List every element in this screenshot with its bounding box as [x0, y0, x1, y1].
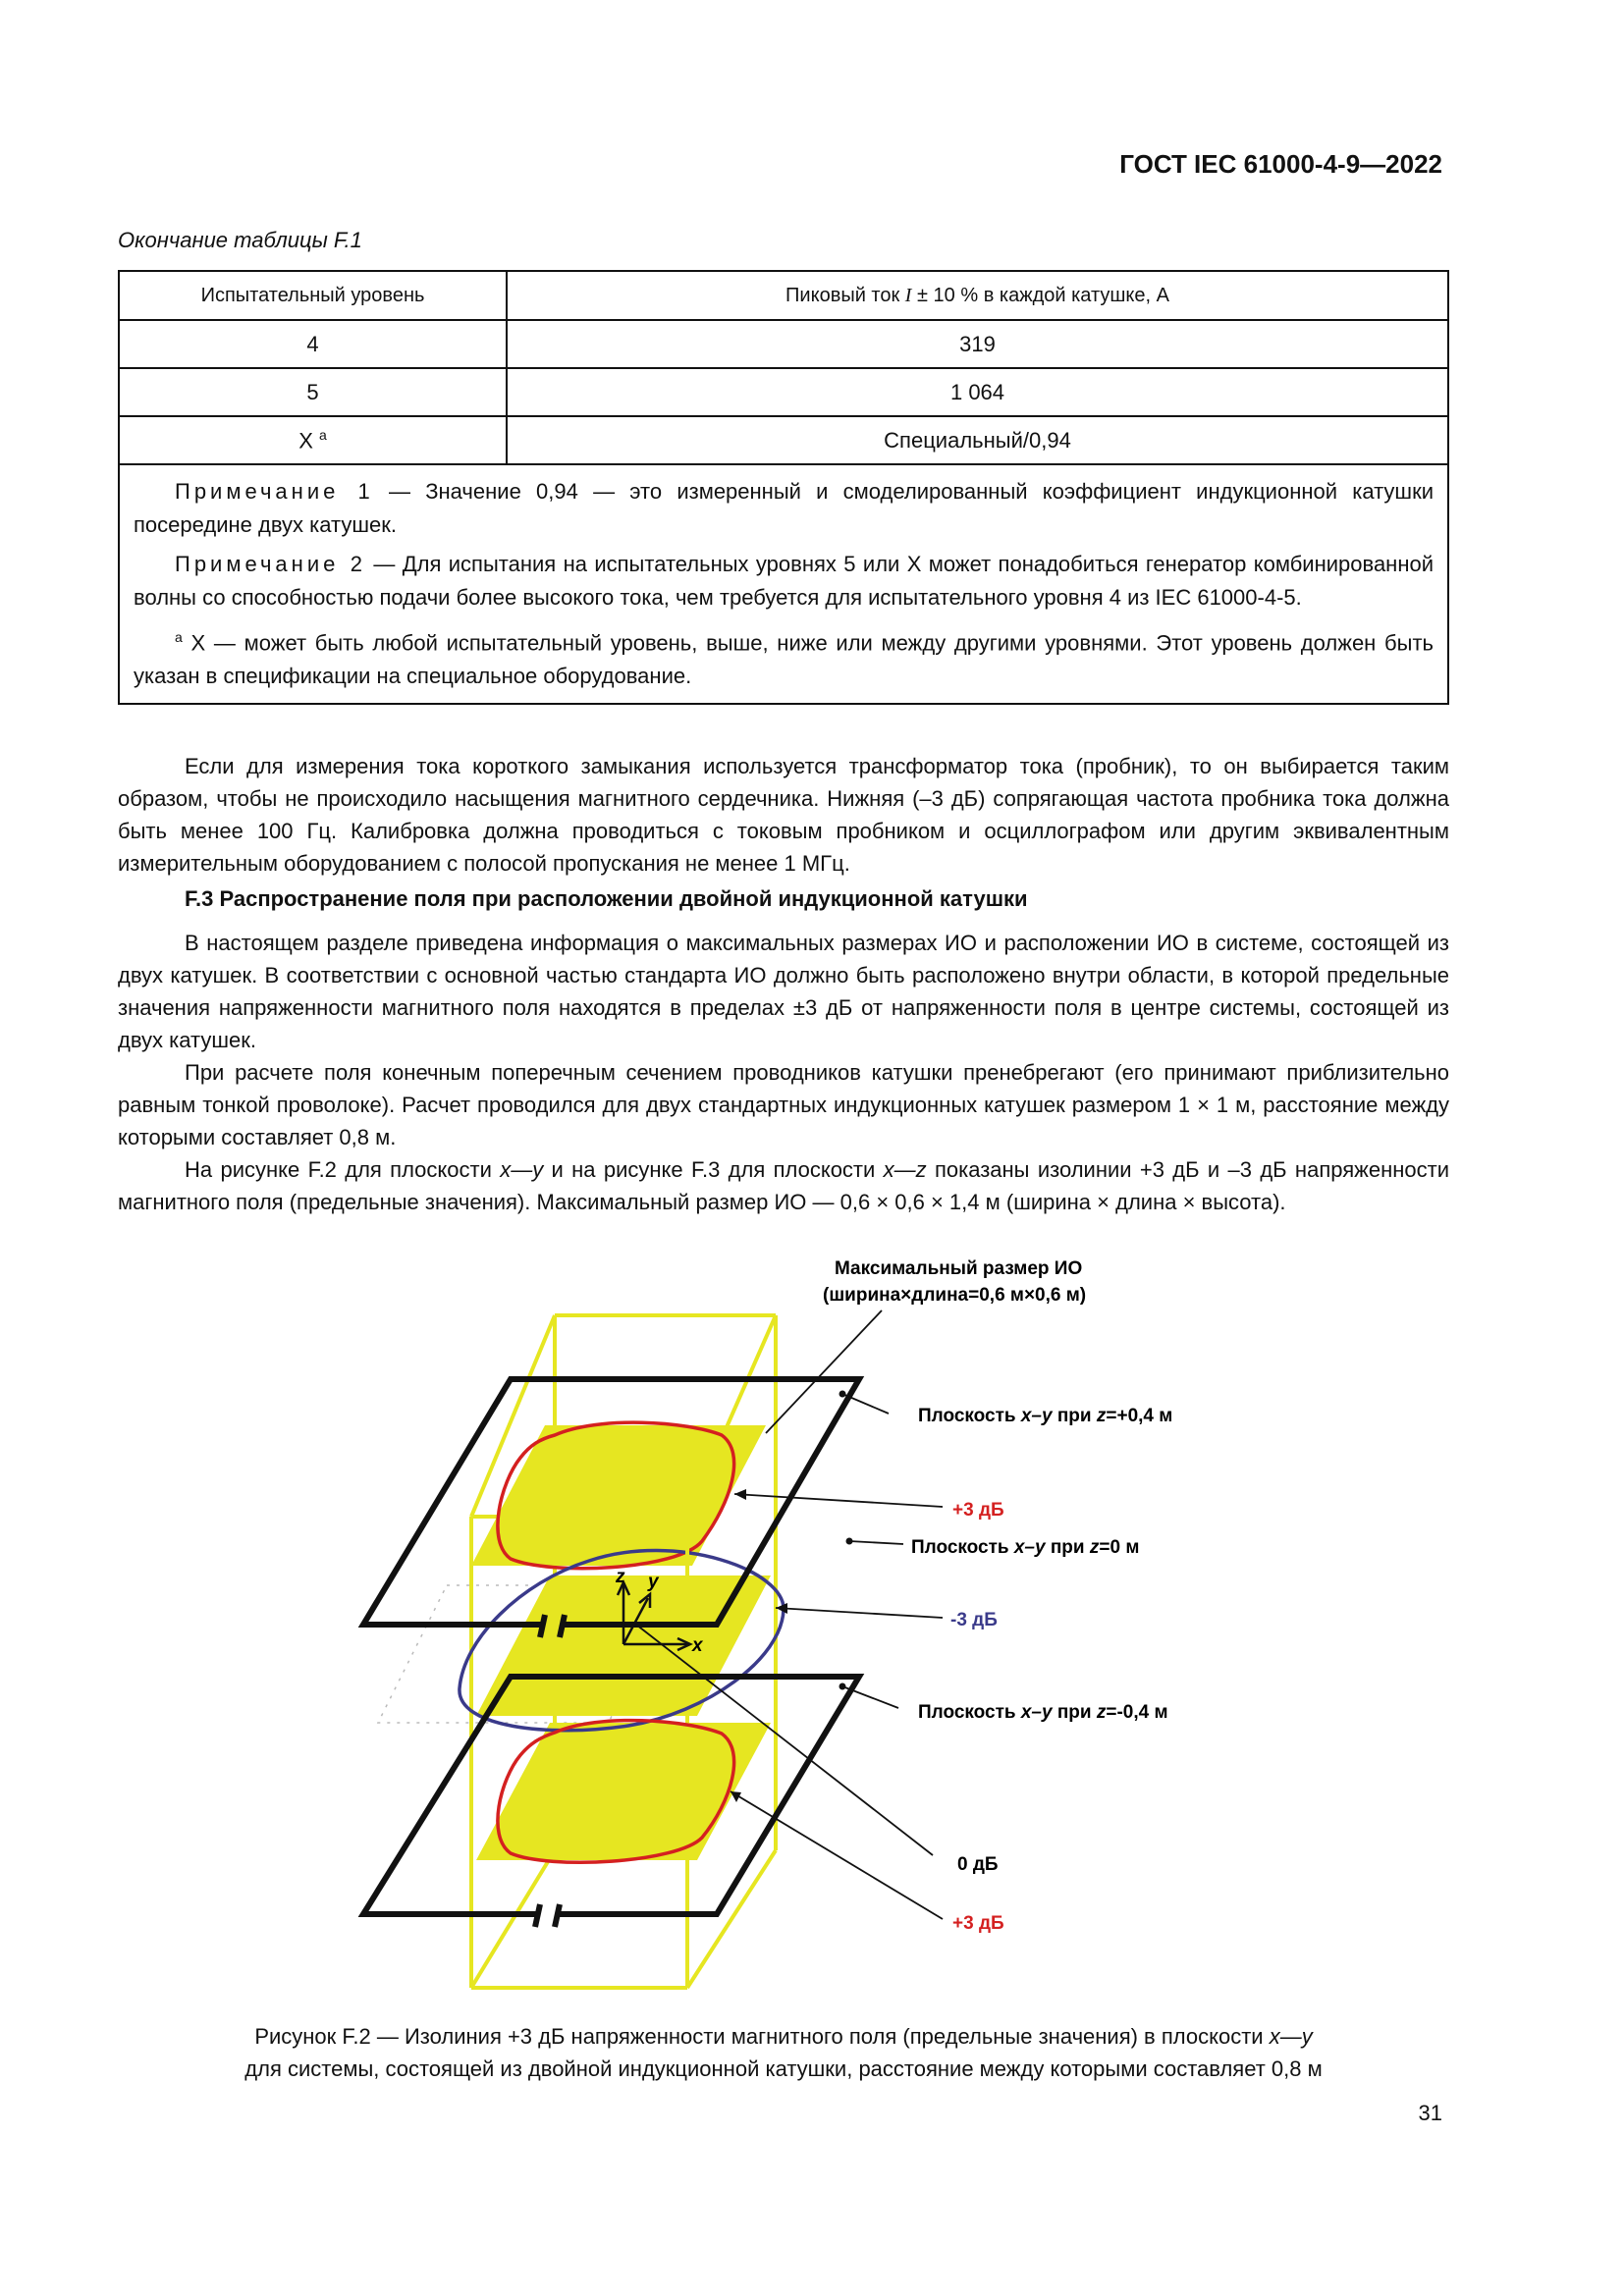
col-header-current: Пиковый ток I ± 10 % в каждой катушке, А	[507, 271, 1448, 320]
paragraph-current-probe: Если для измерения тока короткого замыкания используется трансформатор тока (пробник), то он выбирается таким образом, чтобы не происходило насыщения магнитного сердечника. Нижняя (–3 дБ) сопрягающая частота пробника тока должна быть менее 100 Гц. Калибровка должна проводиться с токовым пробником и осциллографом или другим эквивалентным измерительным оборудованием с полосой пропускания не менее 1 МГц.	[118, 754, 1449, 876]
plane-bottom-fill	[476, 1723, 771, 1860]
paragraph-figures: На рисунке F.2 для плоскости x—y и на рисунке F.3 для плоскости x—z показаны изолинии +3 дБ и –3 дБ напряженности магнитного поля (предельные значения). Максимальный размер ИО — 0,6 × 0,6 × 1,4 м (ширина × длина × высота).	[118, 1157, 1449, 1214]
value-cell: 1 064	[507, 368, 1448, 416]
label-plane-mid: Плоскость x–y при z=0 м	[911, 1537, 1140, 1558]
document-header: ГОСТ IEC 61000-4-9—2022	[1119, 149, 1442, 179]
level-cell: 4	[119, 320, 507, 368]
leader-dot	[839, 1683, 846, 1690]
label-minus3: -3 дБ	[950, 1610, 998, 1630]
label-max-size-2: (ширина×длина=0,6 м×0,6 м)	[823, 1285, 1087, 1306]
level-cell: 5	[119, 368, 507, 416]
label-0db: 0 дБ	[957, 1854, 999, 1875]
value-cell: Специальный/0,94	[507, 416, 1448, 464]
figure-caption: Рисунок F.2 — Изолиния +3 дБ напряженности магнитного поля (предельные значения) в плоскости x—y для системы, состоящей из двойной индукционной катушки, расстояние между которыми составляет 0,8 м	[244, 2024, 1323, 2081]
label-plane-top: Плоскость x–y при z=+0,4 м	[918, 1406, 1173, 1426]
axis-y-label: y	[648, 1572, 659, 1592]
col-header-level: Испытательный уровень	[119, 271, 507, 320]
arrowhead	[734, 1489, 746, 1500]
section-title: F.3 Распространение поля при расположении двойной индукционной катушки	[185, 886, 1028, 911]
leader-dot	[846, 1538, 853, 1545]
note-1: Примечание 1 — Значение 0,94 — это измеренный и смоделированный коэффициент индукционной катушки посередине двух катушек.	[134, 479, 1434, 537]
level-cell: X $^a$	[119, 416, 507, 464]
label-max-size-1: Максимальный размер ИО	[835, 1258, 1083, 1279]
note-2: Примечание 2 — Для испытания на испытательных уровнях 5 или X может понадобиться генератор комбинированной волны со способностью подачи более высокого тока, чем требуется для испытательного уровня 4 из IEC 61000-4-5.	[134, 552, 1434, 610]
label-plane-bottom: Плоскость x–y при z=-0,4 м	[918, 1702, 1168, 1723]
page-number: 31	[1418, 2101, 1442, 2125]
footnote-a: $^a$ X — может быть любой испытательный уровень, выше, ниже или между другими уровнями. Этот уровень должен быть указан в спецификации на специальное оборудование.	[134, 629, 1434, 689]
value-cell: 319	[507, 320, 1448, 368]
leader-dot	[839, 1391, 846, 1398]
paragraph-eut-area: В настоящем разделе приведена информация о максимальных размерах ИО и расположении ИО в системе, состоящей из двух катушек. В соответствии с основной частью стандарта ИО должно быть расположено внутри области, в которой предельные значения напряженности магнитного поля находятся в пределах ±3 дБ от напряженности поля в центре системы, состоящей из двух катушек.	[118, 931, 1449, 1052]
axis-z-label: z	[616, 1567, 625, 1587]
plane-top-fill	[471, 1425, 766, 1566]
label-plus3-top: +3 дБ	[952, 1500, 1004, 1521]
table-continuation-caption: Окончание таблицы F.1	[118, 228, 362, 252]
label-plus3-bottom: +3 дБ	[952, 1913, 1004, 1934]
axis-x-label: x	[692, 1635, 703, 1656]
paragraph-calculation: При расчете поля конечным поперечным сечением проводников катушки пренебрегают (его принимают приблизительно равным тонкой проволоке). Расчет проводился для двух стандартных индукционных катушек размером 1 × 1 м, расстояние между которыми составляет 0,8 м.	[118, 1060, 1449, 1149]
